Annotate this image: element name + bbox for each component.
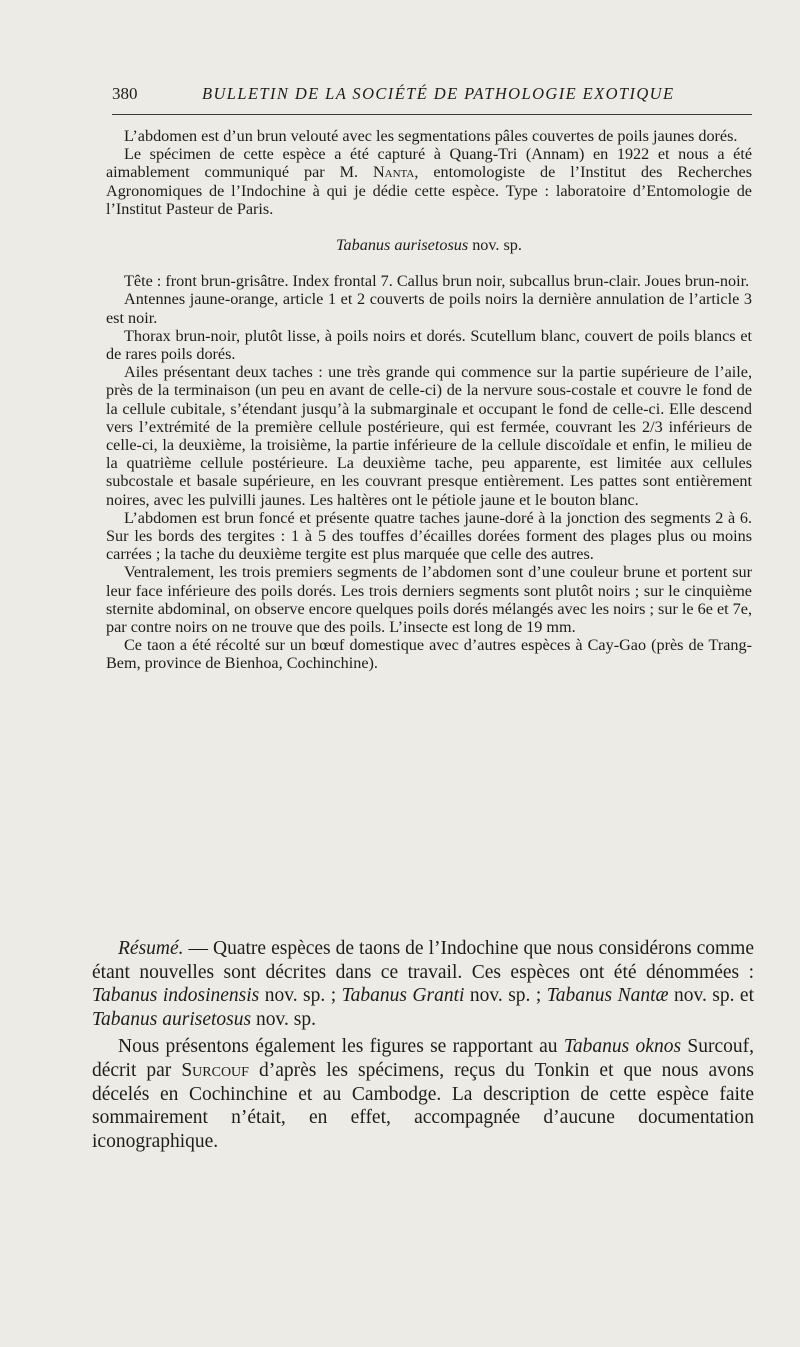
- header-rule: [112, 114, 752, 115]
- author-name: Nanta: [372, 163, 415, 182]
- paragraph: L’abdomen est brun foncé et présente quatre taches jaune-doré à la jonction des segments 2 à 6. Sur les bords des tergites : 1 à 5 des touffes d’écailles dorées forment des plages plus ou moins carrées ; la tache du deuxième tergite est plus marquée que celle des autres.: [106, 508, 752, 564]
- page-number: 380: [112, 84, 138, 103]
- summary-section: [92, 937, 754, 1157]
- paragraph: Ventralement, les trois premiers segments de l’abdomen sont d’une couleur brune et portent sur leur face inférieure des poils dorés. Les trois derniers segments sont plutôt noirs ; sur le cinquième sternite abdominal, on observe encore quelques poils dorés mélangés avec les noirs ; sur le 6e et 7e, par contre noirs on ne trouve que des poils. L’insecte est long de 19 mm.: [106, 563, 752, 637]
- summary-paragraph: Résumé. — Quatre espèces de taons de l’Indochine que nous considérons comme étant nouvelles sont décrites dans ce travail. Ces espèces ont été dénommées : Tabanus indosinensis nov. sp. ; Tabanus Granti nov. sp. ; Tabanus Nantæ nov. sp. et Tabanus aurisetosus nov. sp.: [92, 938, 755, 1030]
- running-title: BULLETIN DE LA SOCIÉTÉ DE PATHOLOGIE EXOTIQUE: [202, 84, 675, 103]
- paragraph: Ailes présentant deux taches : une très grande qui commence sur la partie supérieure de l’aile, près de la terminaison (un peu en avant de celle-ci) de la nervure sous-costale et couvre le fond de la cellule cubitale, s’étendant jusqu’à la submarginale et occupant le fond de celle-ci. Elle descend vers l’extrémité de la première cellule postérieure, qui est fermée, couvrant les 2/3 inférieurs de celle-ci, la deuxième, la troisième, la partie inférieure de la cellule discoïdale et enfin, le milieu de la quatrième cellule postérieure. La deuxième tache, peu apparente, est limitée aux cellules subcostale et basale supérieure, en les couvrant presque entièrement. Les pattes sont entièrement noires, avec les pulvilli jaunes. Les haltères ont le pétiole jaune et le bouton blanc.: [106, 363, 752, 509]
- paragraph: Tête : front brun-grisâtre. Index frontal 7. Callus brun noir, subcallus brun-clair. Joues brun-noir.: [124, 272, 750, 291]
- paragraph: L’abdomen est d’un brun velouté avec les segmentations pâles couvertes de poils jaunes dorés.: [124, 127, 738, 145]
- paragraph: Le spécimen de cette espèce a été capturé à Quang-Tri (Annam) en 1922 et nous a été aimablement communiqué par M. Nanta, entomologiste de l’Institut des Recherches Agronomiques de l’Indochine à qui je dédie cette espèce. Type : laboratoire d’Entomologie de l’Institut Pasteur de Paris.: [106, 145, 752, 218]
- species-heading: Tabanus aurisetosus nov. sp.: [336, 236, 522, 255]
- paragraph: Ce taon a été récolté sur un bœuf domestique avec d’autres espèces à Cay-Gao (près de Trang-Bem, province de Bienhoa, Cochinchine).: [106, 636, 752, 673]
- paragraph: Antennes jaune-orange, article 1 et 2 couverts de poils noirs la dernière annulation de l’article 3 est noir.: [106, 290, 752, 327]
- summary-paragraph: Nous présentons également les figures se rapportant au Tabanus oknos Surcouf, décrit par Surcouf d’après les spécimens, reçus du Tonkin et que nous avons décelés en Cochinchine et au Cambodge. La description de cette espèce faite sommairement n’était, en effet, accompagnée d’aucune documentation iconographique.: [92, 1036, 754, 1152]
- paragraph: Thorax brun-noir, plutôt lisse, à poils noirs et dorés. Scutellum blanc, couvert de poils blancs et de rares poils dorés.: [106, 326, 752, 364]
- summary-label: Résumé.: [118, 938, 184, 959]
- main-text: [106, 127, 752, 673]
- page-header: [112, 84, 752, 112]
